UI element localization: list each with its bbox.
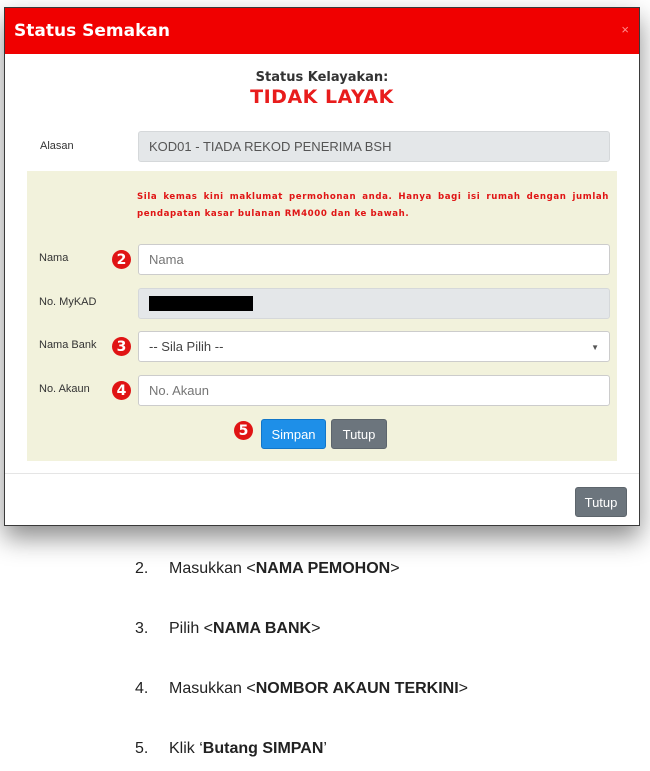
close-icon[interactable]: × [621,22,629,37]
bank-select[interactable] [138,331,610,362]
nama-input[interactable] [138,244,610,275]
notice-text: Sila kemas kini maklumat permohonan anda. Hanya bagi isi rumah dengan jumlah pendapatan kasar bulanan RM4000 dan ke bawah. [137,192,609,219]
step-badge-4: 4 [112,381,131,400]
step-4: 4. Masukkan <NOMBOR AKAUN TERKINI> [135,680,469,697]
modal-title: Status Semakan [14,21,170,41]
modal-header [5,8,639,54]
step-3: 3. Pilih <NAMA BANK> [135,620,321,637]
alasan-label: Alasan [40,140,74,152]
step-badge-2: 2 [112,250,131,269]
status-semakan-modal [4,7,640,526]
update-form-panel [27,171,617,461]
mykad-field [138,288,610,319]
mykad-label: No. MyKAD [39,296,97,308]
tutup-button[interactable]: Tutup [331,419,387,449]
bank-label: Nama Bank [39,339,97,351]
alasan-field: KOD01 - TIADA REKOD PENERIMA BSH [138,131,610,162]
step-5: 5. Klik ‘Butang SIMPAN’ [135,740,327,757]
redacted-mykad [149,296,253,311]
step-badge-5: 5 [234,421,253,440]
nama-label: Nama [39,252,69,264]
simpan-button[interactable]: Simpan [261,419,326,449]
status-label: Status Kelayakan: [255,70,389,85]
footer-tutup-button[interactable]: Tutup [575,487,627,517]
bank-select-value: -- Sila Pilih -- [149,339,224,354]
step-2: 2. Masukkan <NAMA PEMOHON> [135,560,400,577]
step-badge-3: 3 [112,337,131,356]
status-value: TIDAK LAYAK [250,86,394,108]
dropdown-caret-icon: ▼ [591,343,599,352]
footer-divider [5,473,639,474]
akaun-input[interactable] [138,375,610,406]
akaun-label: No. Akaun [39,383,90,395]
